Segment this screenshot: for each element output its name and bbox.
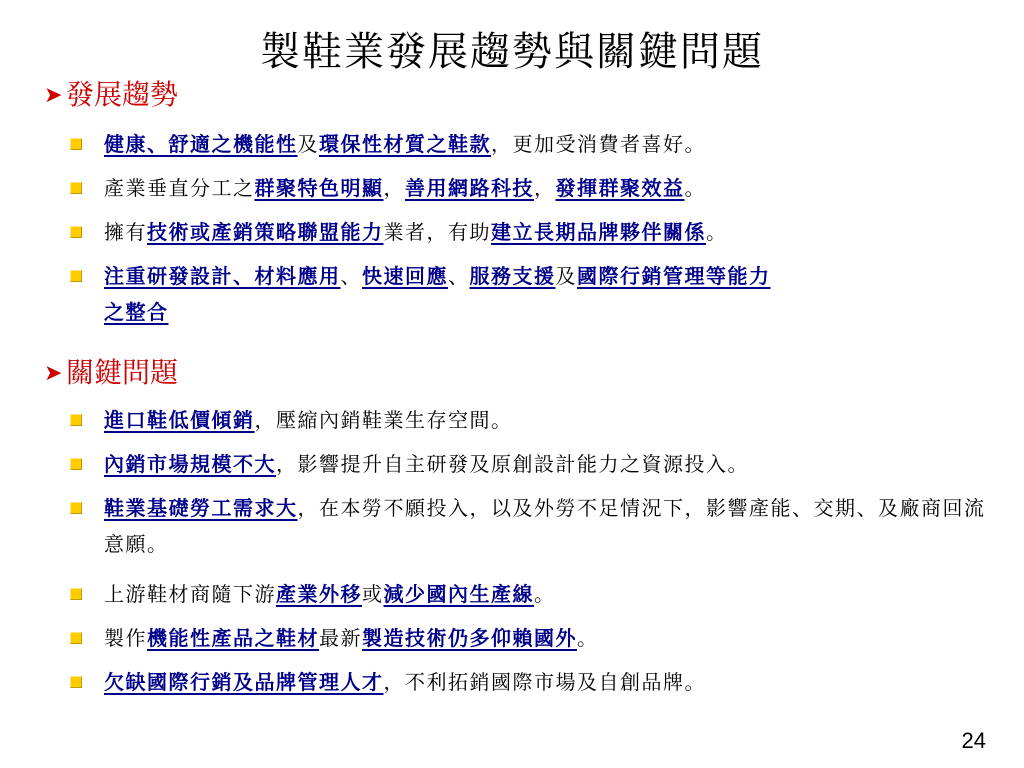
- plain-text: 擁有: [104, 220, 147, 244]
- square-bullet-icon: [70, 182, 82, 194]
- plain-text: ，在本勞不願投入，以及外勞不足情況下，影響產能、交期、及廠商回流意願。: [104, 496, 986, 556]
- square-bullet-icon: [70, 502, 82, 514]
- section-heading-issues: [44, 356, 178, 391]
- plain-text: 最新: [319, 626, 362, 650]
- plain-text: 、: [448, 264, 470, 288]
- highlight-text: 群聚特色明顯: [254, 176, 384, 200]
- list-item: [0, 620, 1024, 664]
- plain-text: 上游鞋材商隨下游: [104, 582, 276, 606]
- highlight-text: 產業外移: [276, 582, 362, 606]
- plain-text: ，壓縮內銷鞋業生存空間。: [254, 408, 513, 432]
- square-bullet-icon: [70, 588, 82, 600]
- square-bullet-icon: [70, 138, 82, 150]
- highlight-text: 製造技術仍多仰賴國外: [362, 626, 577, 650]
- square-bullet-icon: [70, 632, 82, 644]
- list-item: [0, 170, 1024, 214]
- list-item: [0, 402, 1024, 446]
- highlight-text: 技術或產銷策略聯盟能力: [147, 220, 384, 244]
- highlight-text: 發揮群聚效益: [555, 176, 685, 200]
- plain-text: 及: [297, 132, 319, 156]
- list-item: [0, 490, 1024, 576]
- plain-text: ，: [383, 176, 405, 200]
- square-bullet-icon: [70, 676, 82, 688]
- highlight-text: 鞋業基礎勞工需求大: [104, 496, 298, 520]
- plain-text: ，不利拓銷國際市場及自創品牌。: [383, 670, 706, 694]
- arrow-bullet-icon: ➤: [44, 361, 63, 386]
- highlight-text: 環保性材質之鞋款: [319, 132, 491, 156]
- highlight-text: 內銷市場規模不大: [104, 452, 276, 476]
- square-bullet-icon: [70, 270, 82, 282]
- section-heading-trends: [44, 78, 178, 113]
- list-item: [0, 258, 1024, 330]
- section-heading-label: 關鍵問題: [66, 356, 179, 389]
- plain-text: 、: [340, 264, 362, 288]
- highlight-text: 快速回應: [362, 264, 448, 288]
- highlight-text: 國際行銷管理等能力: [577, 264, 771, 288]
- plain-text: 製作: [104, 626, 147, 650]
- highlight-text: 善用網路科技: [405, 176, 534, 200]
- list-item: [0, 214, 1024, 258]
- plain-text: 。: [534, 582, 556, 606]
- square-bullet-icon: [70, 414, 82, 426]
- list-item: [0, 576, 1024, 620]
- highlight-text: 欠缺國際行銷及品牌管理人才: [104, 670, 384, 694]
- highlight-text: 健康、舒適之機能性: [104, 132, 298, 156]
- highlight-text: 注重研發設計、材料應用: [104, 264, 341, 288]
- highlight-text: 之整合: [104, 300, 169, 324]
- plain-text: 或: [362, 582, 384, 606]
- plain-text: 業者，有助: [383, 220, 491, 244]
- page-number: 24: [961, 728, 986, 753]
- plain-text: 產業垂直分工之: [104, 176, 255, 200]
- slide-title: 製鞋業發展趨勢與關鍵問題: [260, 29, 764, 75]
- issues-list: [0, 402, 1024, 708]
- list-item: [0, 664, 1024, 708]
- highlight-text: 進口鞋低價傾銷: [104, 408, 255, 432]
- square-bullet-icon: [70, 226, 82, 238]
- plain-text: 。: [577, 626, 599, 650]
- plain-text: 。: [684, 176, 706, 200]
- square-bullet-icon: [70, 458, 82, 470]
- arrow-bullet-icon: ➤: [44, 83, 63, 108]
- plain-text: 。: [706, 220, 728, 244]
- plain-text: ，更加受消費者喜好。: [491, 132, 706, 156]
- highlight-text: 建立長期品牌夥伴關係: [491, 220, 706, 244]
- plain-text: 及: [555, 264, 577, 288]
- trends-list: [0, 126, 1024, 330]
- section-heading-label: 發展趨勢: [66, 78, 179, 111]
- highlight-text: 服務支援: [469, 264, 556, 288]
- list-item: [0, 126, 1024, 170]
- plain-text: ，: [534, 176, 556, 200]
- list-item: [0, 446, 1024, 490]
- plain-text: ，影響提升自主研發及原創設計能力之資源投入。: [276, 452, 749, 476]
- highlight-text: 機能性產品之鞋材: [147, 626, 319, 650]
- highlight-text: 減少國內生產線: [383, 582, 534, 606]
